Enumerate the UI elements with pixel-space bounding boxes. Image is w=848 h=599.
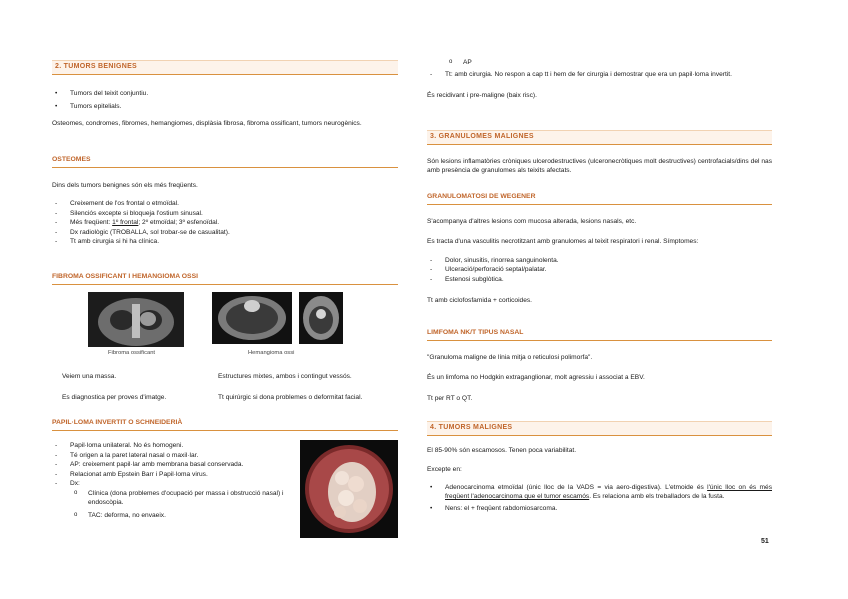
list-item: - Tt: amb cirurgia. No respon a cap tt i hem de fer cirurgia i demostrar que era un papil·loma invertit.	[427, 70, 772, 80]
fibroma-text-d: Tt quirúrgic si dona problemes o deformitat facial.	[218, 394, 363, 401]
list-item: - Dx:	[52, 479, 297, 489]
ct-hemangioma-image-2	[299, 292, 343, 344]
ct-hemangioma-image-1	[212, 292, 292, 344]
list-item: - Silenciós excepte si bloqueja l'ostium sinusal.	[52, 209, 398, 219]
list-item: - Creixement de l'os frontal o etmoïdal.	[52, 199, 398, 209]
list-item: • Adenocarcinoma etmoïdal (únic lloc de la VADS = via aero-digestiva). L'etmoide és l'únic lloc on és més freqüent l'adenocarcinoma que el tumor escamós. Es relaciona amb els treballadors de la fusta.	[427, 483, 772, 502]
limfoma-text-1: "Granuloma maligne de línia mitja o reticulosi polimorfa".	[427, 353, 593, 361]
list-item: • Tumors epitelials.	[52, 102, 398, 112]
benignes-paragraph: Osteomes, condromes, fibromes, hemangiomes, displàsia fibrosa, fibroma ossificant, tumors neurogènics.	[52, 119, 362, 127]
right-column-top	[427, 58, 772, 101]
left-column	[52, 60, 398, 128]
wegener-block	[427, 192, 772, 306]
wegener-text-2: Es tracta d'una vasculitis necrotitzant amb granulomes al teixit respiratori i renal. Símptomes:	[427, 238, 699, 245]
granulomes-block	[427, 130, 772, 176]
ct-fibroma-image	[88, 292, 184, 347]
subheading-osteomes: OSTEOMES	[52, 155, 398, 168]
granulomes-paragraph: Són lesions inflamatòries cròniques ulcerodestructives (ulceronecròtiques molt destructives) centrofacials/dins del nas amb presència de granulomes als teixits afectats.	[427, 157, 772, 174]
fibroma-text-c: Es diagnostica per proves d'imatge.	[62, 394, 167, 401]
fibroma-text-b: Estructures mixtes, ambos i contingut vessós.	[218, 373, 352, 380]
list-item: - Més freqüent: 1º frontal; 2º etmoïdal; 3º esfenoïdal.	[52, 218, 398, 228]
list-item: o AP	[427, 58, 772, 68]
fibroma-block	[52, 272, 398, 285]
osteomes-list	[52, 199, 398, 247]
recidivant-text: És recidivant i pre-maligne (baix risc).	[427, 92, 537, 99]
section-heading-benignes: 2. TUMORS BENIGNES	[52, 60, 398, 75]
section-heading-granulomes: 3. GRANULOMES MALIGNES	[427, 130, 772, 145]
list-item: - Ulceració/perforació septal/palatar.	[427, 265, 772, 275]
papilloma-block	[52, 418, 398, 431]
limfoma-text-2: És un limfoma no Hodgkin extraganglionar, molt agressiu i associat a EBV.	[427, 374, 645, 381]
list-item: - AP: creixement papil·lar amb membrana basal conservada.	[52, 460, 297, 470]
benignes-list	[52, 89, 398, 112]
list-item: - Relacionat amb Epstein Barr i Papil·loma virus.	[52, 470, 297, 480]
list-item: o Clínica (dona problemes d'ocupació per massa i obstrucció nasal) i endoscòpia.	[52, 489, 297, 508]
fibroma-text-a: Veiem una massa.	[62, 373, 117, 380]
malignes-block	[427, 421, 772, 513]
malignes-text-2: Excepte en:	[427, 466, 462, 473]
subheading-wegener: GRANULOMATOSI DE WEGENER	[427, 192, 772, 205]
list-item: - Papil·loma unilateral. No és homogeni.	[52, 441, 297, 451]
list-item: • Nens: el + freqüent rabdomiosarcoma.	[427, 504, 772, 514]
papilloma-list	[52, 441, 297, 520]
list-item: - Estenosi subglòtica.	[427, 275, 772, 285]
osteomes-intro: Dins dels tumors benignes són els més freqüents.	[52, 181, 198, 189]
section-heading-malignes: 4. TUMORS MALIGNES	[427, 421, 772, 436]
page-number: 51	[761, 538, 769, 545]
limfoma-text-3: Tt per RT o QT.	[427, 394, 473, 402]
limfoma-block	[427, 328, 772, 403]
list-item: - Té origen a la paret lateral nasal o maxil·lar.	[52, 451, 297, 461]
list-item: o TAC: deforma, no envaeix.	[52, 511, 297, 521]
subheading-limfoma: LIMFOMA NK/T TIPUS NASAL	[427, 328, 772, 341]
list-item: - Dx radiològic (TROBALLA, sol trobar-se de casualitat).	[52, 228, 398, 238]
list-item: • Tumors del teixit conjuntiu.	[52, 89, 398, 99]
list-item: - Dolor, sinusitis, rinorrea sanguinolenta.	[427, 256, 772, 266]
caption-fibroma: Fibroma ossificant	[108, 350, 156, 356]
malignes-list	[427, 483, 772, 514]
endoscopy-image	[300, 440, 398, 538]
subheading-fibroma: FIBROMA OSSIFICANT I HEMANGIOMA OSSI	[52, 272, 398, 285]
malignes-text-1: El 85-90% són escamosos. Tenen poca variabilitat.	[427, 446, 577, 454]
caption-hemangioma: Hemangioma ossi	[248, 350, 295, 356]
wegener-list	[427, 256, 772, 285]
wegener-text-1: S'acompanya d'altres lesions com mucosa alterada, lesions nasals, etc.	[427, 217, 637, 225]
list-item: - Tt amb cirurgia si hi ha clínica.	[52, 237, 398, 247]
subheading-papilloma: PAPIL·LOMA INVERTIT O SCHNEIDERIÀ	[52, 418, 398, 431]
ap-list	[427, 58, 772, 79]
papilloma-list-wrap	[52, 441, 297, 520]
wegener-treatment: Tt amb ciclofosfamida + corticoides.	[427, 297, 532, 304]
osteomes-block	[52, 155, 398, 247]
